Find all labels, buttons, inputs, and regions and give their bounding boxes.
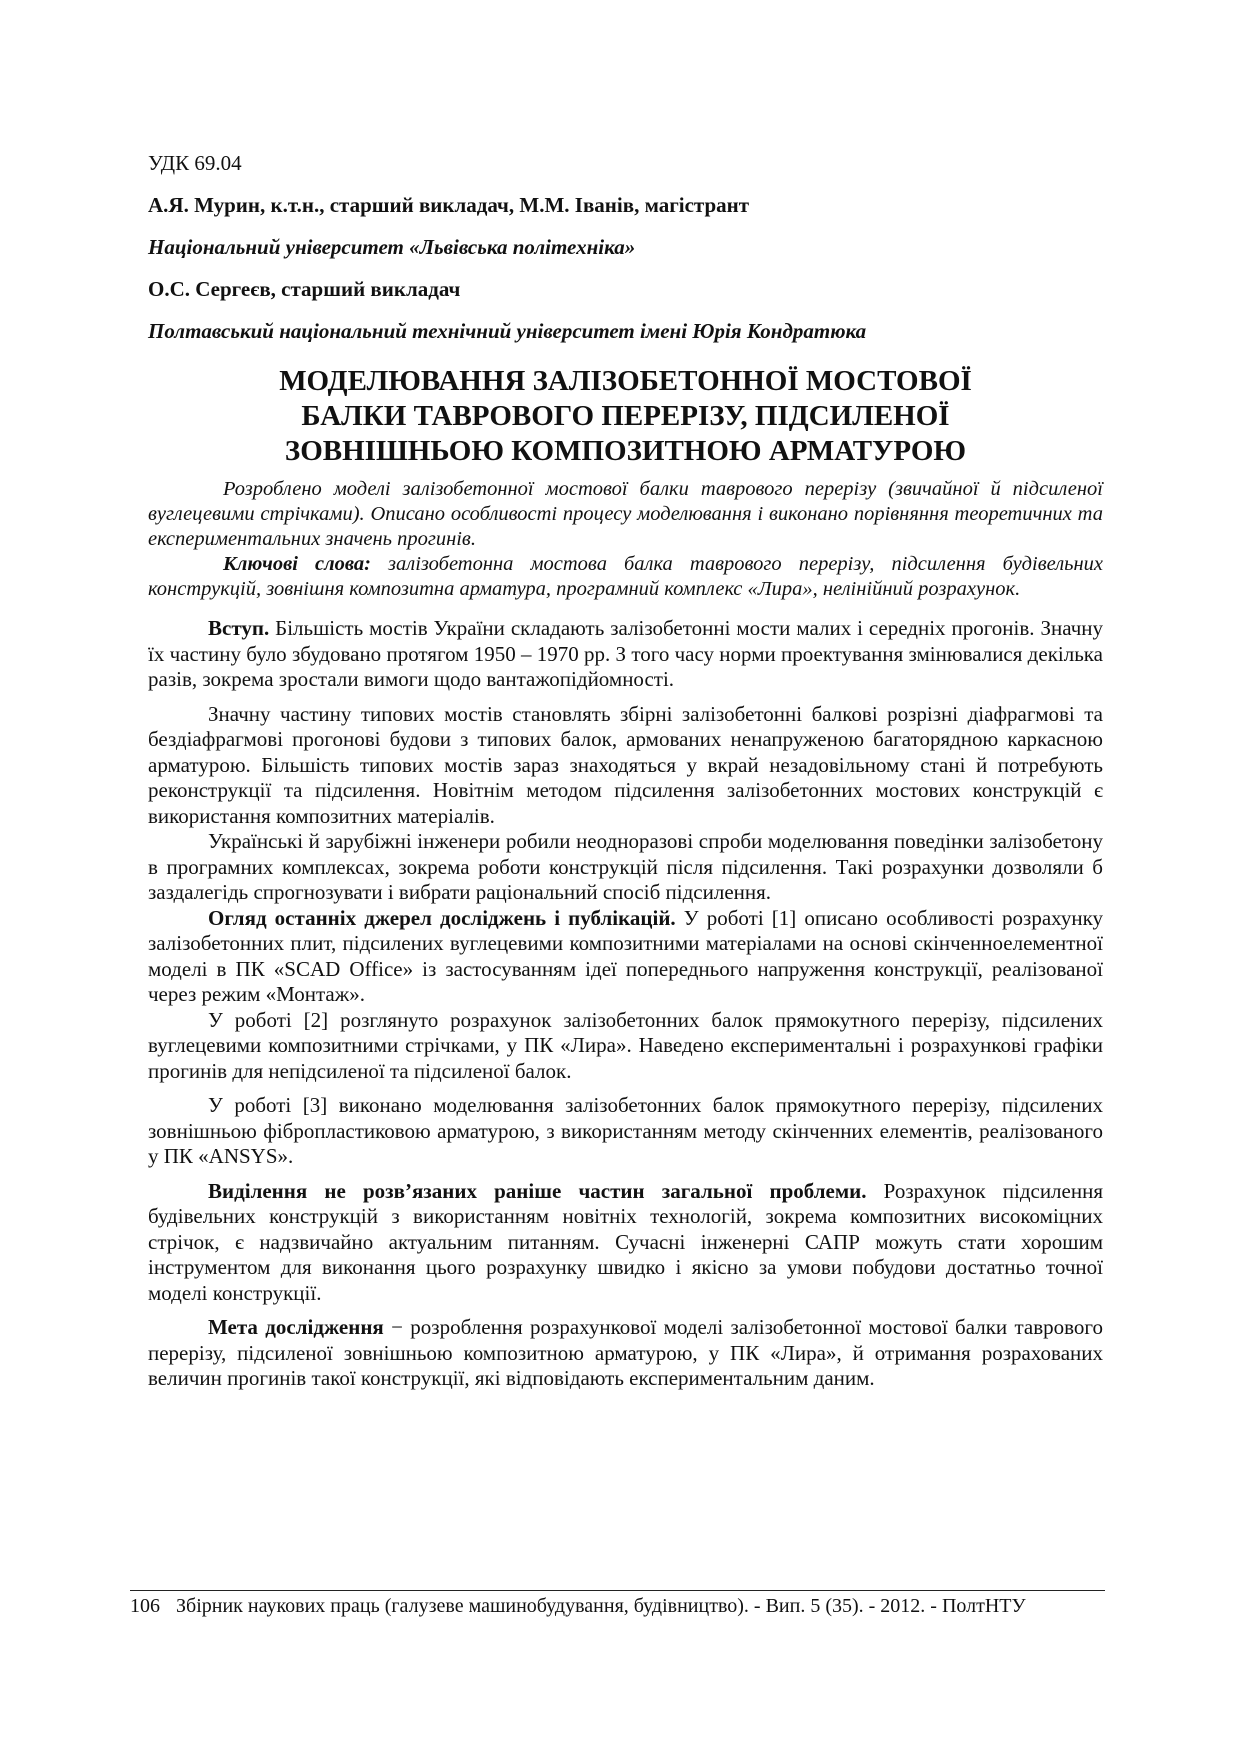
review-text: У роботі [1] описано особливості розрахунку залізобетонних плит, підсилених вуглецевими композитними матеріалами на основі скінченноелементної моделі в ПК «SCAD Office» із застосуванням ідеї попереднього напруження конструкції, реалізованої через режим «Монтаж». bbox=[148, 905, 1103, 1006]
goal-paragraph bbox=[148, 1315, 1103, 1392]
title-line-3: ЗОВНІШНЬОЮ КОМПОЗИТНОЮ АРМАТУРОЮ bbox=[284, 435, 967, 467]
goal-heading: Мета дослідження bbox=[208, 1315, 384, 1339]
paragraph-3: Українські й зарубіжні інженери робили неодноразові спроби моделювання поведінки залізобетону в програмних комплексах, зокрема роботи конструкцій після підсилення. Такі розрахунки дозволяли б заздалегідь спрогнозувати і вибрати раціональний спосіб підсилення. bbox=[148, 829, 1103, 904]
authors-line-1: А.Я. Мурин, к.т.н., старший викладач, М.М. Іванів, магістрант bbox=[148, 193, 750, 217]
abstract: Розроблено моделі залізобетонної мостової балки таврового перерізу (звичайної й підсиленої вуглецевими стрічками). Описано особливості процесу моделювання і виконано порівняння теоретичних та експериментальних значень прогинів. bbox=[148, 478, 1103, 550]
keywords-label: Ключові слова: bbox=[223, 553, 371, 575]
authors-line-2: О.С. Сергеєв, старший викладач bbox=[148, 277, 461, 301]
affiliation-1: Національний університет «Львівська політехніка» bbox=[148, 235, 636, 259]
keywords-text: залізобетонна мостова балка таврового перерізу, підсилення будівельних конструкцій, зовнішня композитна арматура, програмний комплекс «Лира», нелінійний розрахунок. bbox=[148, 553, 1104, 600]
paragraph-5: У роботі [2] розглянуто розрахунок залізобетонних балок прямокутного перерізу, підсилених вуглецевими композитними стрічками, у ПК «Лира». Наведено експериментальні і розрахункові графіки прогинів для непідсиленої та підсиленої балок. bbox=[148, 1007, 1103, 1083]
intro-paragraph bbox=[148, 616, 1103, 693]
title-line-2: БАЛКИ ТАВРОВОГО ПЕРЕРІЗУ, ПІДСИЛЕНОЇ bbox=[301, 400, 950, 432]
paper-title bbox=[148, 364, 1103, 469]
paragraph-6: У роботі [3] виконано моделювання залізобетонних балок прямокутного перерізу, підсилених зовнішньою фібропластиковою арматурою, з використанням методу скінченних елементів, реалізованого у ПК «ANSYS». bbox=[148, 1093, 1103, 1168]
unsolved-heading: Виділення не розв’язаних раніше частин загальної проблеми. bbox=[208, 1178, 867, 1203]
title-line-1: МОДЕЛЮВАННЯ ЗАЛІЗОБЕТОННОЇ МОСТОВОЇ bbox=[279, 365, 972, 397]
unsolved-text: Розрахунок підсилення будівельних конструкцій з використанням новітніх технологій, зокрема композитних високоміцних стрічок, є надзвичайно актуальним питанням. Сучасні інженерні САПР можуть стати хорошим інструментом для виконання цього розрахунку швидко і якісно за умови побудови достатньо точної моделі конструкції. bbox=[148, 1178, 1103, 1305]
paper-page bbox=[148, 150, 1103, 1401]
unsolved-paragraph bbox=[148, 1179, 1103, 1307]
journal-reference: Збірник наукових праць (галузеве машинобудування, будівництво). - Вип. 5 (35). - 2012. - ПолтНТУ bbox=[176, 1595, 1026, 1617]
page-number: 106 bbox=[130, 1595, 160, 1617]
goal-text: − розроблення розрахункової моделі залізобетонної мостової балки таврового перерізу, підсиленої зовнішньою композитною арматурою, у ПК «Лира», й отримання розрахованих величин прогинів такої конструкції, які відповідають експериментальним даним. bbox=[148, 1315, 1104, 1390]
intro-text: Більшість мостів України складають залізобетонні мости малих і середніх прогонів. Значну їх частину було збудовано протягом 1950 – 1970 рр. З того часу норми проектування змінювалися декілька разів, зокрема зростали вимоги щодо вантажопідйомності. bbox=[148, 616, 1103, 691]
review-heading: Огляд останніх джерел досліджень і публікацій. bbox=[208, 905, 676, 930]
review-paragraph bbox=[148, 906, 1103, 1008]
udk-code: УДК 69.04 bbox=[148, 151, 242, 175]
page-footer bbox=[130, 1590, 1105, 1619]
keywords bbox=[148, 552, 1103, 602]
paragraph-2: Значну частину типових мостів становлять збірні залізобетонні балкові розрізні діафрагмові та бездіафрагмові прогонові будови з типових балок, армованих ненапруженою багаторядною каркасною арматурою. Більшість типових мостів зараз знаходяться у вкрай незадовільному стані й потребують реконструкції та підсилення. Новітнім методом підсилення залізобетонних мостових конструкцій є використання композитних матеріалів. bbox=[148, 701, 1103, 828]
affiliation-2: Полтавський національний технічний університет імені Юрія Кондратюка bbox=[148, 319, 867, 343]
intro-heading: Вступ. bbox=[208, 616, 270, 640]
